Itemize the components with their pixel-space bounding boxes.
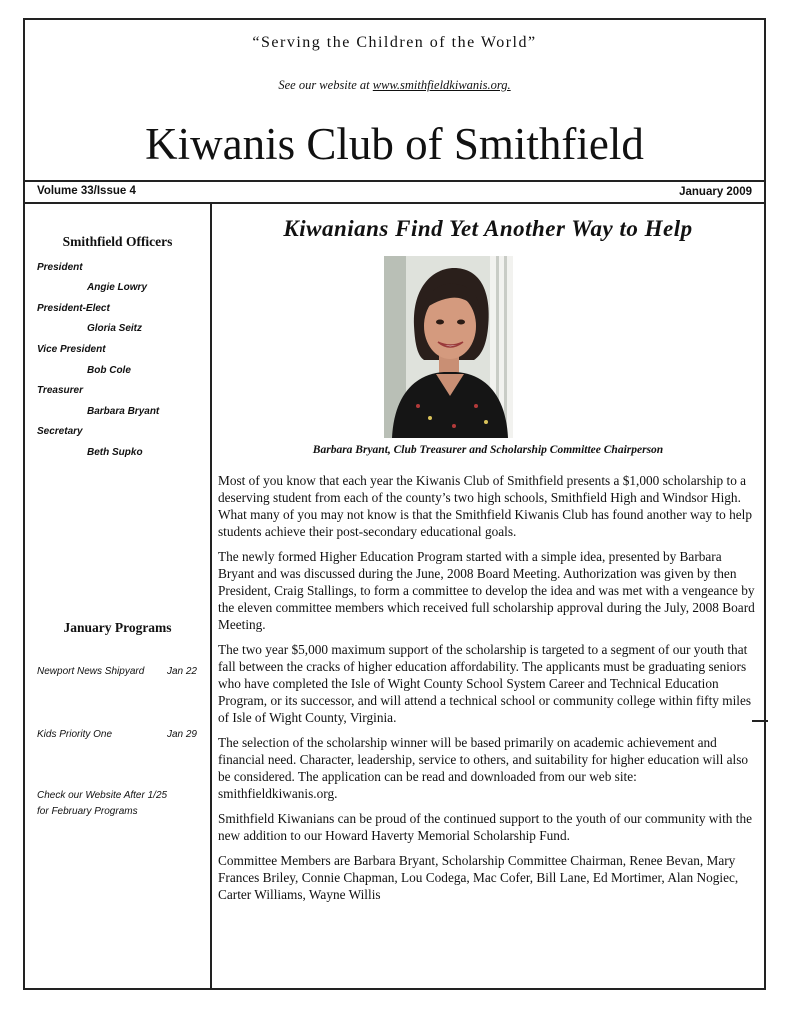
officers-heading: Smithfield Officers	[62, 234, 173, 249]
programs-heading: January Programs	[63, 620, 172, 635]
article-paragraph: The newly formed Higher Education Program started with a simple idea, presented by Barbara Bryant and was discussed during the June, 2008 Board Meeting. Authorization was given by then President, Craig Stallings, to form a committee to develop the idea and was met with a vengeance by the eleven committee members which received full scholarship approval during the July, 2008 Board Meeting.	[218, 549, 755, 632]
website-link[interactable]: www.smithfieldkiwanis.org.	[372, 78, 511, 92]
website-note: Check our Website After 1/25 for February Programs	[37, 790, 168, 817]
sidebar	[25, 204, 210, 988]
officer-role: Vice President	[37, 344, 106, 355]
portrait-illustration	[384, 256, 513, 438]
website-prefix: See our website at	[278, 78, 370, 92]
website-line	[25, 78, 764, 93]
article-paragraph: Most of you know that each year the Kiwanis Club of Smithfield presents a $1,000 scholarship to a deserving student from each of the county’s two high schools, Smithfield High and Windsor High. What many of you may not know is that the Smithfield Kiwanis Club has found another way to help students achieve their post-secondary educational goals.	[218, 473, 753, 539]
photo-caption: Barbara Bryant, Club Treasurer and Scholarship Committee Chairperson	[312, 444, 664, 456]
officer-role: Treasurer	[37, 385, 83, 396]
officer-name: Barbara Bryant	[87, 406, 160, 417]
portrait-photo	[384, 256, 513, 438]
program-date: Jan 29	[166, 729, 197, 740]
volume-issue: Volume 33/Issue 4	[37, 185, 136, 197]
margin-tick-mark	[752, 720, 768, 722]
program-name: Newport News Shipyard	[37, 666, 145, 677]
newsletter-page	[23, 18, 766, 990]
officer-role: President-Elect	[37, 303, 110, 314]
article-body	[218, 472, 758, 911]
issue-bar	[25, 180, 764, 204]
article-headline: Kiwanians Find Yet Another Way to Help	[283, 216, 693, 241]
article-paragraph: The selection of the scholarship winner will be based primarily on academic achievement and financial need. Character, leadership, service to others, and suitability for higher education will also be considered. The application can be read and downloaded from our web site: smithfieldkiwanis.org.	[218, 735, 749, 801]
issue-date: January 2009	[679, 186, 752, 198]
club-motto: “Serving the Children of the World”	[252, 34, 537, 51]
program-date: Jan 22	[166, 666, 197, 677]
article-paragraph: Smithfield Kiwanians can be proud of the continued support to the youth of our community with the new addition to our Howard Haverty Memorial Scholarship Fund.	[218, 811, 752, 843]
officer-role: Secretary	[37, 426, 83, 437]
masthead-title: Kiwanis Club of Smithfield	[145, 119, 644, 169]
program-name: Kids Priority One	[37, 729, 113, 740]
article-paragraph: Committee Members are Barbara Bryant, Scholarship Committee Chairman, Renee Bevan, Mary Frances Briley, Connie Chapman, Lou Codega, Mac Cofer, Bill Lane, Ed Mortimer, Alan Nogiec, Carter Williams, Wayne Willis	[218, 853, 739, 902]
officer-role: President	[37, 262, 83, 273]
officer-name: Angie Lowry	[87, 282, 148, 293]
officer-name: Gloria Seitz	[87, 323, 143, 334]
officer-name: Beth Supko	[87, 447, 143, 458]
article-paragraph: The two year $5,000 maximum support of the scholarship is targeted to a segment of our youth that fall between the cracks of higher education affordability. The applicants must be graduating seniors who have completed the Isle of Wight County School System Career and Technical Education Program, or its successor, and will attend a technical school or community college within fifty miles of Isle of Wight County, Virginia.	[218, 642, 752, 725]
officer-name: Bob Cole	[87, 365, 131, 376]
article	[212, 204, 764, 988]
